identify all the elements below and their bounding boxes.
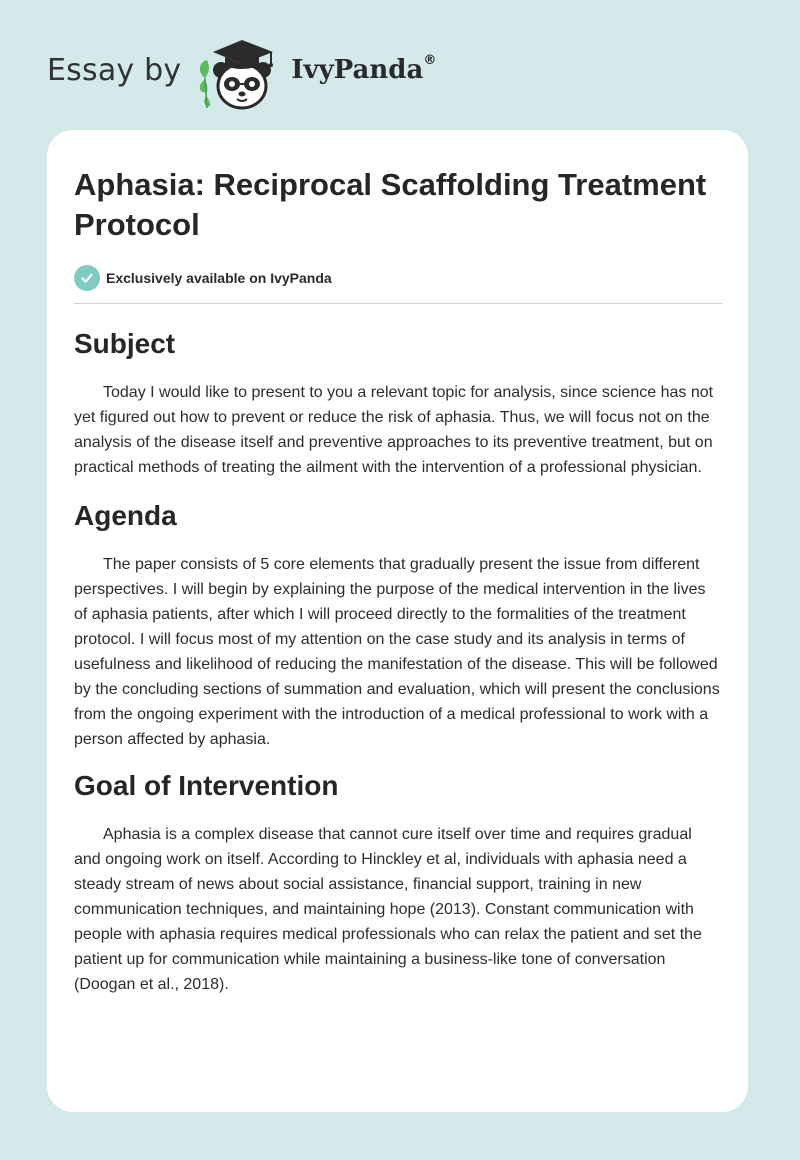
section-agenda: [74, 499, 722, 752]
brand-header[interactable]: [47, 34, 436, 112]
section-goal-of-intervention: [74, 769, 722, 997]
brand-prefix: Essay by: [47, 52, 182, 88]
section-paragraph: The paper consists of 5 core elements that gradually present the issue from different perspectives. I will begin by explaining the purpose of the medical intervention in the lives of aphasia patients, after which I will proceed directly to the formalities of the treatment protocol. I will focus most of my attention on the case study and its analysis in terms of usefulness and likelihood of reducing the manifestation of the disease. This will be followed by the concluding sections of summation and evaluation, which will present the conclusions from the ongoing experiment with the introduction of a medical professional to work with a person affected by aphasia.: [74, 556, 720, 748]
section-paragraph: Aphasia is a complex disease that cannot cure itself over time and requires gradual and ongoing work on itself. According to Hinckley et al, individuals with aphasia need a steady stream of news about social assistance, financial support, training in new communication techniques, and maintaining hope (2013). Constant communication with people with aphasia requires medical professionals who can relax the patient and set the patient up for communication while maintaining a business-like tone of conversation (Doogan et al., 2018).: [74, 826, 702, 993]
section-paragraph: Today I would like to present to you a relevant topic for analysis, since science has not yet figured out how to prevent or reduce the risk of aphasia. Thus, we will focus not on the analysis of the disease itself and preventive approaches to its preventive treatment, but on practical methods of treating the ailment with the intervention of a professional physician.: [74, 384, 714, 476]
section-subject: [74, 327, 722, 480]
check-icon: [74, 265, 100, 291]
page-title: Aphasia: Reciprocal Scaffolding Treatment Protocol: [74, 167, 707, 242]
panda-logo-icon: [191, 34, 287, 112]
exclusive-badge: [74, 265, 722, 291]
brand-name: IvyPanda®: [291, 53, 437, 85]
section-heading: Agenda: [74, 500, 177, 531]
divider: [74, 303, 722, 304]
article-card: [47, 130, 748, 1112]
section-heading: Subject: [74, 328, 176, 359]
badge-label: Exclusively available on IvyPanda: [106, 270, 332, 286]
section-heading: Goal of Intervention: [74, 770, 339, 801]
